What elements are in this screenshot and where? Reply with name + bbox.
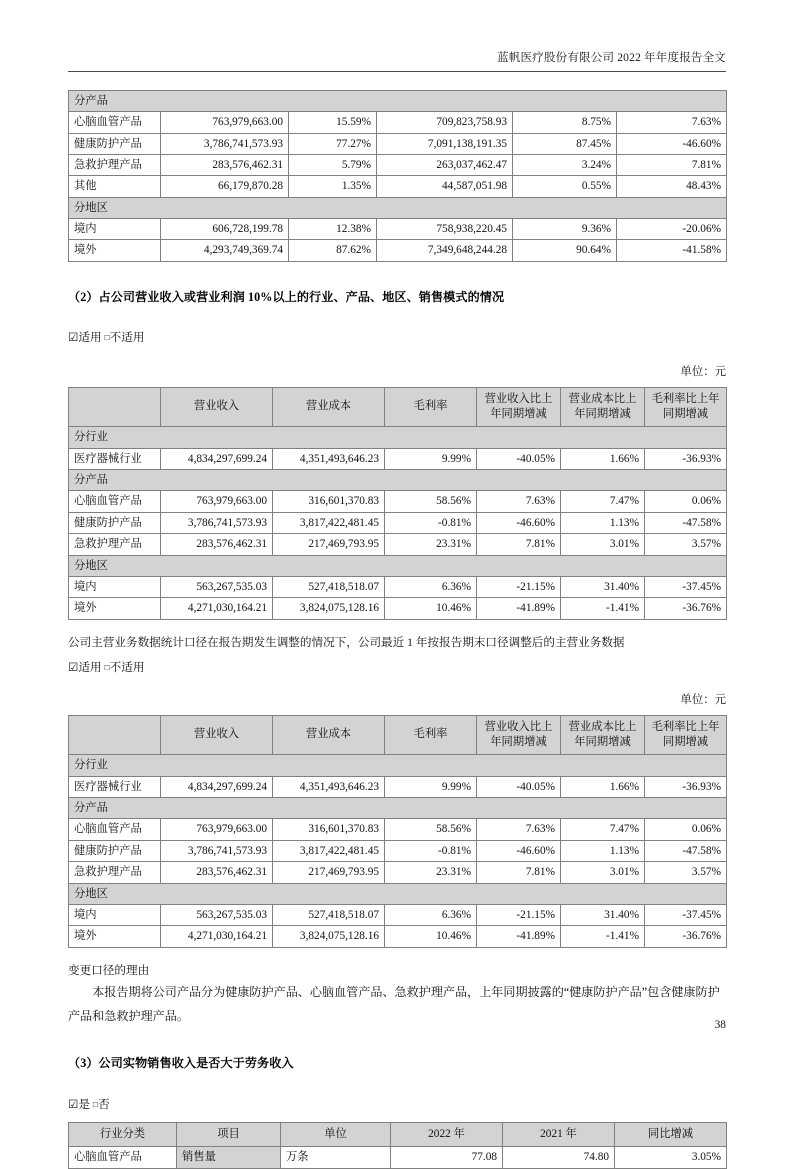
adjustment-applicability [68,659,726,678]
cell-prev-share: 9.36% [513,219,617,240]
cell-yoy: 7.81% [617,154,727,175]
header-cell-revenue: 营业收入 [161,387,273,427]
cell-revenue: 763,979,663.00 [161,112,289,133]
cell-revenue-yoy: 7.81% [477,534,561,555]
band-label: 分地区 [69,555,727,576]
table-header-row [69,715,727,755]
table-row [69,926,727,947]
header-cell-revenue: 营业收入 [161,715,273,755]
cell-revenue: 4,293,749,369.74 [161,240,289,261]
cell-category: 心脑血管产品 [69,1147,177,1168]
header-cell-cost-yoy: 营业成本比上 年同期增减 [561,715,645,755]
section-2-heading: （2）占公司营业收入或营业利润 10%以上的行业、产品、地区、销售模式的情况 [68,289,505,304]
cell-revenue: 763,979,663.00 [161,819,273,840]
header-cell-margin-yoy: 毛利率比上年 同期增减 [645,387,727,427]
row-label: 急救护理产品 [69,534,161,555]
cell-cost: 3,824,075,128.16 [273,598,385,619]
row-label: 心脑血管产品 [69,491,161,512]
cell-revenue: 3,786,741,573.93 [161,512,273,533]
row-label: 心脑血管产品 [69,819,161,840]
cell-prev-revenue: 7,091,138,191.35 [377,133,513,154]
cell-yoy: 3.05% [615,1147,727,1168]
physical-sales-table [68,1122,727,1169]
cell-revenue: 763,979,663.00 [161,491,273,512]
cell-margin: 10.46% [385,598,477,619]
header-cell-cost: 营业成本 [273,715,385,755]
cell-cost-yoy: 3.01% [561,862,645,883]
cell-revenue: 283,576,462.31 [161,862,273,883]
band-label: 分产品 [69,470,727,491]
adjusted-segment-body [69,715,727,947]
table-row [69,819,727,840]
row-label: 其他 [69,176,161,197]
cell-cost-yoy: 1.66% [561,448,645,469]
cell-margin-yoy: 3.57% [645,862,727,883]
row-label: 境内 [69,219,161,240]
cell-cost-yoy: -1.41% [561,926,645,947]
cell-share: 87.62% [289,240,377,261]
cell-cost: 316,601,370.83 [273,819,385,840]
cell-yoy: -41.58% [617,240,727,261]
section-3-yesno [68,1096,726,1115]
cell-prev-share: 90.64% [513,240,617,261]
cell-prev-revenue: 7,349,648,244.28 [377,240,513,261]
cell-prev-share: 0.55% [513,176,617,197]
cell-margin: 10.46% [385,926,477,947]
cell-revenue-yoy: -41.89% [477,598,561,619]
cell-revenue: 4,271,030,164.21 [161,598,273,619]
row-label: 境外 [69,240,161,261]
band-label: 分行业 [69,755,727,776]
band-label: 分行业 [69,427,727,448]
cell-margin: 58.56% [385,819,477,840]
cell-revenue-yoy: 7.81% [477,862,561,883]
adjusted-segment-table [68,715,727,948]
cell-2021: 74.80 [503,1147,615,1168]
header-cell-category: 行业分类 [69,1123,177,1147]
cell-cost-yoy: 31.40% [561,904,645,925]
cell-margin-yoy: -36.93% [645,448,727,469]
table-row [69,491,727,512]
band-label: 分地区 [69,883,727,904]
applicable-unchecked-mark: □ [104,332,110,343]
header-cell-cost-yoy: 营业成本比上 年同期增减 [561,387,645,427]
applicable-unchecked-label: 不适用 [109,661,145,675]
cell-margin: -0.81% [385,840,477,861]
cell-revenue-yoy: -40.05% [477,448,561,469]
cell-revenue: 4,834,297,699.24 [161,448,273,469]
header-cell-year-2021: 2021 年 [503,1123,615,1147]
cell-margin: -0.81% [385,512,477,533]
cell-revenue: 3,786,741,573.93 [161,133,289,154]
row-label: 健康防护产品 [69,133,161,154]
cell-revenue-yoy: -21.15% [477,576,561,597]
cell-cost: 3,817,422,481.45 [273,512,385,533]
cell-share: 12.38% [289,219,377,240]
row-label: 医疗器械行业 [69,448,161,469]
cell-margin-yoy: -47.58% [645,512,727,533]
cell-cost-yoy: 1.66% [561,776,645,797]
applicable-unchecked-label: 不适用 [109,331,145,345]
cell-margin: 6.36% [385,904,477,925]
cell-margin: 58.56% [385,491,477,512]
header-cell-revenue-yoy: 营业收入比上 年同期增减 [477,387,561,427]
cell-revenue: 563,267,535.03 [161,576,273,597]
cell-margin-yoy: 3.57% [645,534,727,555]
segment-continued-table [68,90,727,262]
table-band-row [69,427,727,448]
cell-cost: 527,418,518.07 [273,904,385,925]
cell-revenue: 563,267,535.03 [161,904,273,925]
row-label: 急救护理产品 [69,154,161,175]
row-label: 心脑血管产品 [69,112,161,133]
header-cell-item: 项目 [177,1123,281,1147]
cell-cost-yoy: -1.41% [561,598,645,619]
cell-prev-revenue: 263,037,462.47 [377,154,513,175]
cell-revenue: 606,728,199.78 [161,219,289,240]
table-band-row [69,755,727,776]
cell-cost: 316,601,370.83 [273,491,385,512]
header-cell-cost: 营业成本 [273,387,385,427]
cell-yoy: -20.06% [617,219,727,240]
applicable-checked-mark: ☑ [68,331,79,345]
cell-margin: 9.99% [385,448,477,469]
no-unchecked-mark: □ [92,1098,99,1109]
header-cell-margin: 毛利率 [385,387,477,427]
applicable-checked-mark: ☑ [68,661,79,675]
cell-cost-yoy: 7.47% [561,491,645,512]
cell-margin-yoy: -36.76% [645,598,727,619]
table-row [69,240,727,261]
reason-body: 本报告期将公司产品分为健康防护产品、心脑血管产品、急救护理产品，上年同期披露的“健康防护产品”包含健康防护产品和急救护理产品。 [68,985,720,1023]
cell-margin: 6.36% [385,576,477,597]
cell-cost-yoy: 31.40% [561,576,645,597]
cell-yoy: 7.63% [617,112,727,133]
cell-prev-share: 3.24% [513,154,617,175]
cell-margin-yoy: -36.93% [645,776,727,797]
cell-margin-yoy: 0.06% [645,491,727,512]
table-row [69,776,727,797]
table-row [69,862,727,883]
table-row [69,904,727,925]
cell-share: 5.79% [289,154,377,175]
row-label: 境外 [69,926,161,947]
cell-revenue: 66,179,870.28 [161,176,289,197]
table-header-row [69,1123,727,1147]
cell-cost-yoy: 7.47% [561,819,645,840]
cell-prev-revenue: 44,587,051.98 [377,176,513,197]
segment-continued-body [69,90,727,261]
header-title: 蓝帆医疗股份有限公司 2022 年年度报告全文 [497,52,726,64]
adjustment-unit-label: 单位：元 [680,693,726,706]
cell-margin: 23.31% [385,534,477,555]
cell-revenue-yoy: -40.05% [477,776,561,797]
header-cell-blank [69,715,161,755]
cell-cost: 217,469,793.95 [273,534,385,555]
cell-revenue: 3,786,741,573.93 [161,840,273,861]
header-cell-year-2022: 2022 年 [391,1123,503,1147]
adjustment-note-text: 公司主营业务数据统计口径在报告期发生调整的情况下，公司最近 1 年按报告期末口径调整后的主营业务数据 [68,635,625,649]
table-row [69,176,727,197]
cell-cost: 4,351,493,646.23 [273,448,385,469]
cell-share: 1.35% [289,176,377,197]
cell-revenue-yoy: -41.89% [477,926,561,947]
cell-cost-yoy: 1.13% [561,840,645,861]
band-label: 分产品 [69,90,727,111]
cell-revenue-yoy: 7.63% [477,819,561,840]
band-label: 分地区 [69,197,727,218]
header-cell-yoy: 同比增减 [615,1123,727,1147]
row-label: 境内 [69,576,161,597]
cell-revenue-yoy: -46.60% [477,840,561,861]
table-band-row [69,197,727,218]
cell-margin-yoy: 0.06% [645,819,727,840]
band-label: 分产品 [69,798,727,819]
cell-cost: 217,469,793.95 [273,862,385,883]
cell-revenue: 4,271,030,164.21 [161,926,273,947]
cell-unit: 万条 [281,1147,391,1168]
main-segment-body [69,387,727,619]
section-3-heading: （3）公司实物销售收入是否大于劳务收入 [68,1056,294,1071]
no-label: 否 [98,1097,110,1111]
cell-margin-yoy: -37.45% [645,576,727,597]
table-row [69,1147,727,1168]
table-row [69,133,727,154]
row-label: 医疗器械行业 [69,776,161,797]
cell-margin-yoy: -37.45% [645,904,727,925]
row-label: 境内 [69,904,161,925]
cell-cost: 4,351,493,646.23 [273,776,385,797]
header-cell-blank [69,387,161,427]
cell-cost: 3,817,422,481.45 [273,840,385,861]
cell-revenue-yoy: -46.60% [477,512,561,533]
section-2-unit-label: 单位：元 [680,365,726,378]
cell-revenue-yoy: -21.15% [477,904,561,925]
main-segment-table [68,387,727,620]
applicable-checked-label: 适用 [78,331,102,345]
physical-sales-body [69,1123,727,1169]
table-row [69,112,727,133]
cell-share: 15.59% [289,112,377,133]
table-row [69,576,727,597]
table-row [69,598,727,619]
yes-label: 是 [78,1097,91,1111]
cell-revenue: 283,576,462.31 [161,534,273,555]
cell-margin: 9.99% [385,776,477,797]
yes-checked-mark: ☑ [68,1097,79,1111]
table-band-row [69,555,727,576]
header-cell-revenue-yoy: 营业收入比上 年同期增减 [477,715,561,755]
cell-2022: 77.08 [391,1147,503,1168]
cell-share: 77.27% [289,133,377,154]
row-label: 健康防护产品 [69,840,161,861]
document-header [68,0,726,72]
row-label: 境外 [69,598,161,619]
cell-cost: 527,418,518.07 [273,576,385,597]
cell-margin-yoy: -47.58% [645,840,727,861]
cell-cost-yoy: 3.01% [561,534,645,555]
applicable-checked-label: 适用 [78,661,102,675]
cell-margin: 23.31% [385,862,477,883]
reason-title: 变更口径的理由 [68,963,150,977]
cell-prev-revenue: 758,938,220.45 [377,219,513,240]
cell-yoy: -46.60% [617,133,727,154]
applicable-unchecked-mark: □ [104,662,110,673]
section-2-applicability [68,329,726,348]
cell-prev-share: 87.45% [513,133,617,154]
cell-margin-yoy: -36.76% [645,926,727,947]
cell-yoy: 48.43% [617,176,727,197]
cell-prev-revenue: 709,823,758.93 [377,112,513,133]
table-row [69,534,727,555]
page-number: 38 [714,1019,726,1031]
header-cell-margin: 毛利率 [385,715,477,755]
header-cell-unit: 单位 [281,1123,391,1147]
cell-prev-share: 8.75% [513,112,617,133]
cell-revenue-yoy: 7.63% [477,491,561,512]
table-row [69,154,727,175]
cell-cost-yoy: 1.13% [561,512,645,533]
table-header-row [69,387,727,427]
table-row [69,448,727,469]
table-band-row [69,798,727,819]
row-label: 健康防护产品 [69,512,161,533]
row-label: 急救护理产品 [69,862,161,883]
table-row [69,512,727,533]
table-band-row [69,883,727,904]
cell-revenue: 4,834,297,699.24 [161,776,273,797]
table-band-row [69,470,727,491]
cell-revenue: 283,576,462.31 [161,154,289,175]
header-cell-margin-yoy: 毛利率比上年 同期增减 [645,715,727,755]
table-row [69,219,727,240]
cell-item: 销售量 [177,1147,281,1168]
table-band-row [69,90,727,111]
table-row [69,840,727,861]
cell-cost: 3,824,075,128.16 [273,926,385,947]
